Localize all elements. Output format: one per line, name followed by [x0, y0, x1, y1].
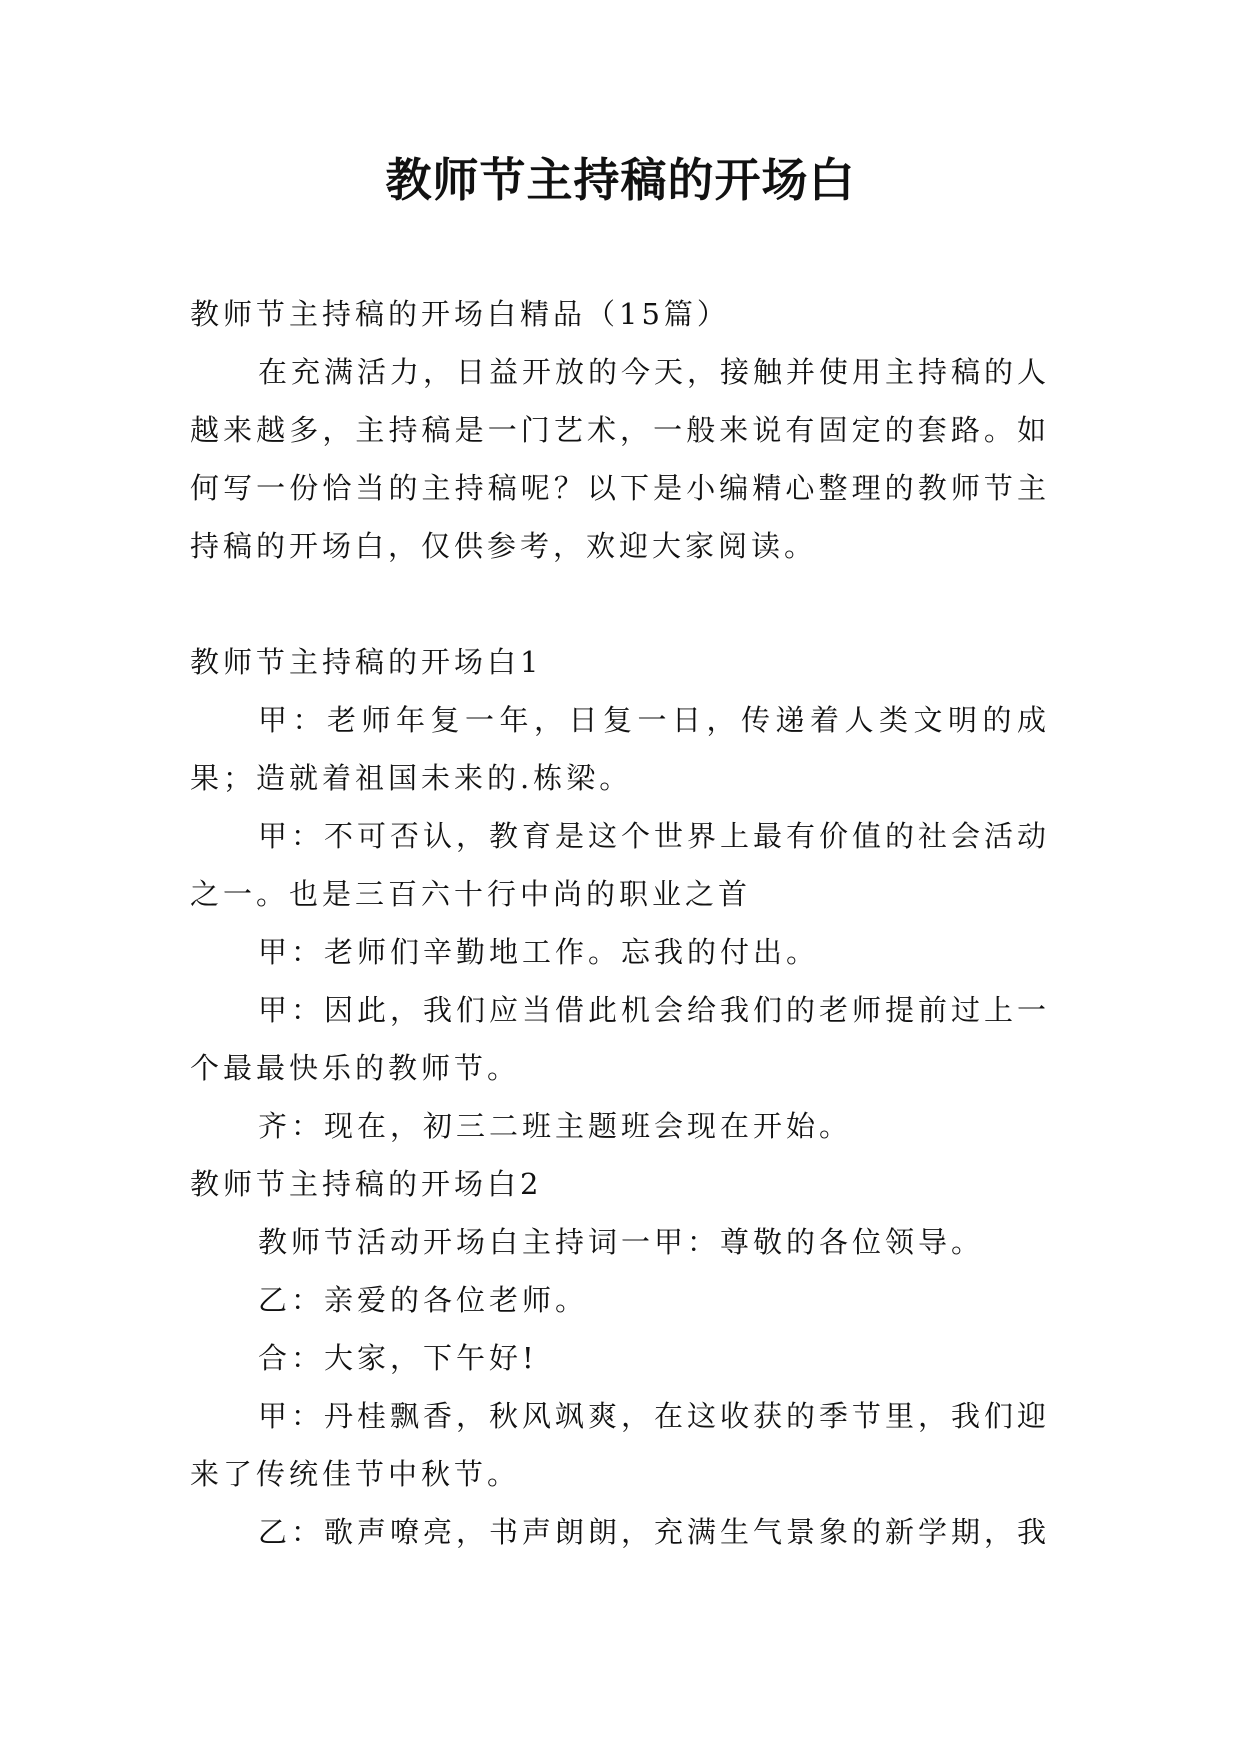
body-paragraph: 甲：老师们辛勤地工作。忘我的付出。 [258, 935, 820, 969]
document-body [190, 285, 1050, 1561]
body-paragraph: 甲：不可否认，教育是这个世界上最有价值的社会活动之一。也是三百六十行中尚的职业之首 [190, 819, 1051, 911]
body-paragraph: 在充满活力，日益开放的今天，接触并使用主持稿的人越来越多，主持稿是一门艺术，一般来说有固定的套路。如何写一份恰当的主持稿呢？以下是小编精心整理的教师节主持稿的开场白，仅供参考，欢迎大家阅读。 [190, 355, 1051, 563]
body-paragraph: 乙：歌声嘹亮，书声朗朗，充满生气景象的新学期，我 [258, 1515, 1051, 1549]
body-paragraph: 甲：老师年复一年，日复一日，传递着人类文明的成果；造就着祖国未来的.栋梁。 [190, 703, 1050, 795]
body-paragraph: 合：大家，下午好! [258, 1341, 538, 1375]
body-paragraph: 齐：现在，初三二班主题班会现在开始。 [258, 1109, 853, 1143]
body-paragraph: 教师节活动开场白主持词一甲：尊敬的各位领导。 [258, 1225, 985, 1259]
section-heading: 教师节主持稿的开场白精品（15篇） [190, 297, 730, 331]
document-title: 教师节主持稿的开场白 [385, 153, 856, 207]
section-heading: 教师节主持稿的开场白1 [190, 645, 543, 679]
section-heading: 教师节主持稿的开场白2 [190, 1167, 543, 1201]
body-paragraph: 甲：因此，我们应当借此机会给我们的老师提前过上一个最最快乐的教师节。 [190, 993, 1051, 1085]
body-paragraph: 甲：丹桂飘香，秋风飒爽，在这收获的季节里，我们迎来了传统佳节中秋节。 [190, 1399, 1051, 1491]
body-paragraph: 乙：亲爱的各位老师。 [258, 1283, 589, 1317]
